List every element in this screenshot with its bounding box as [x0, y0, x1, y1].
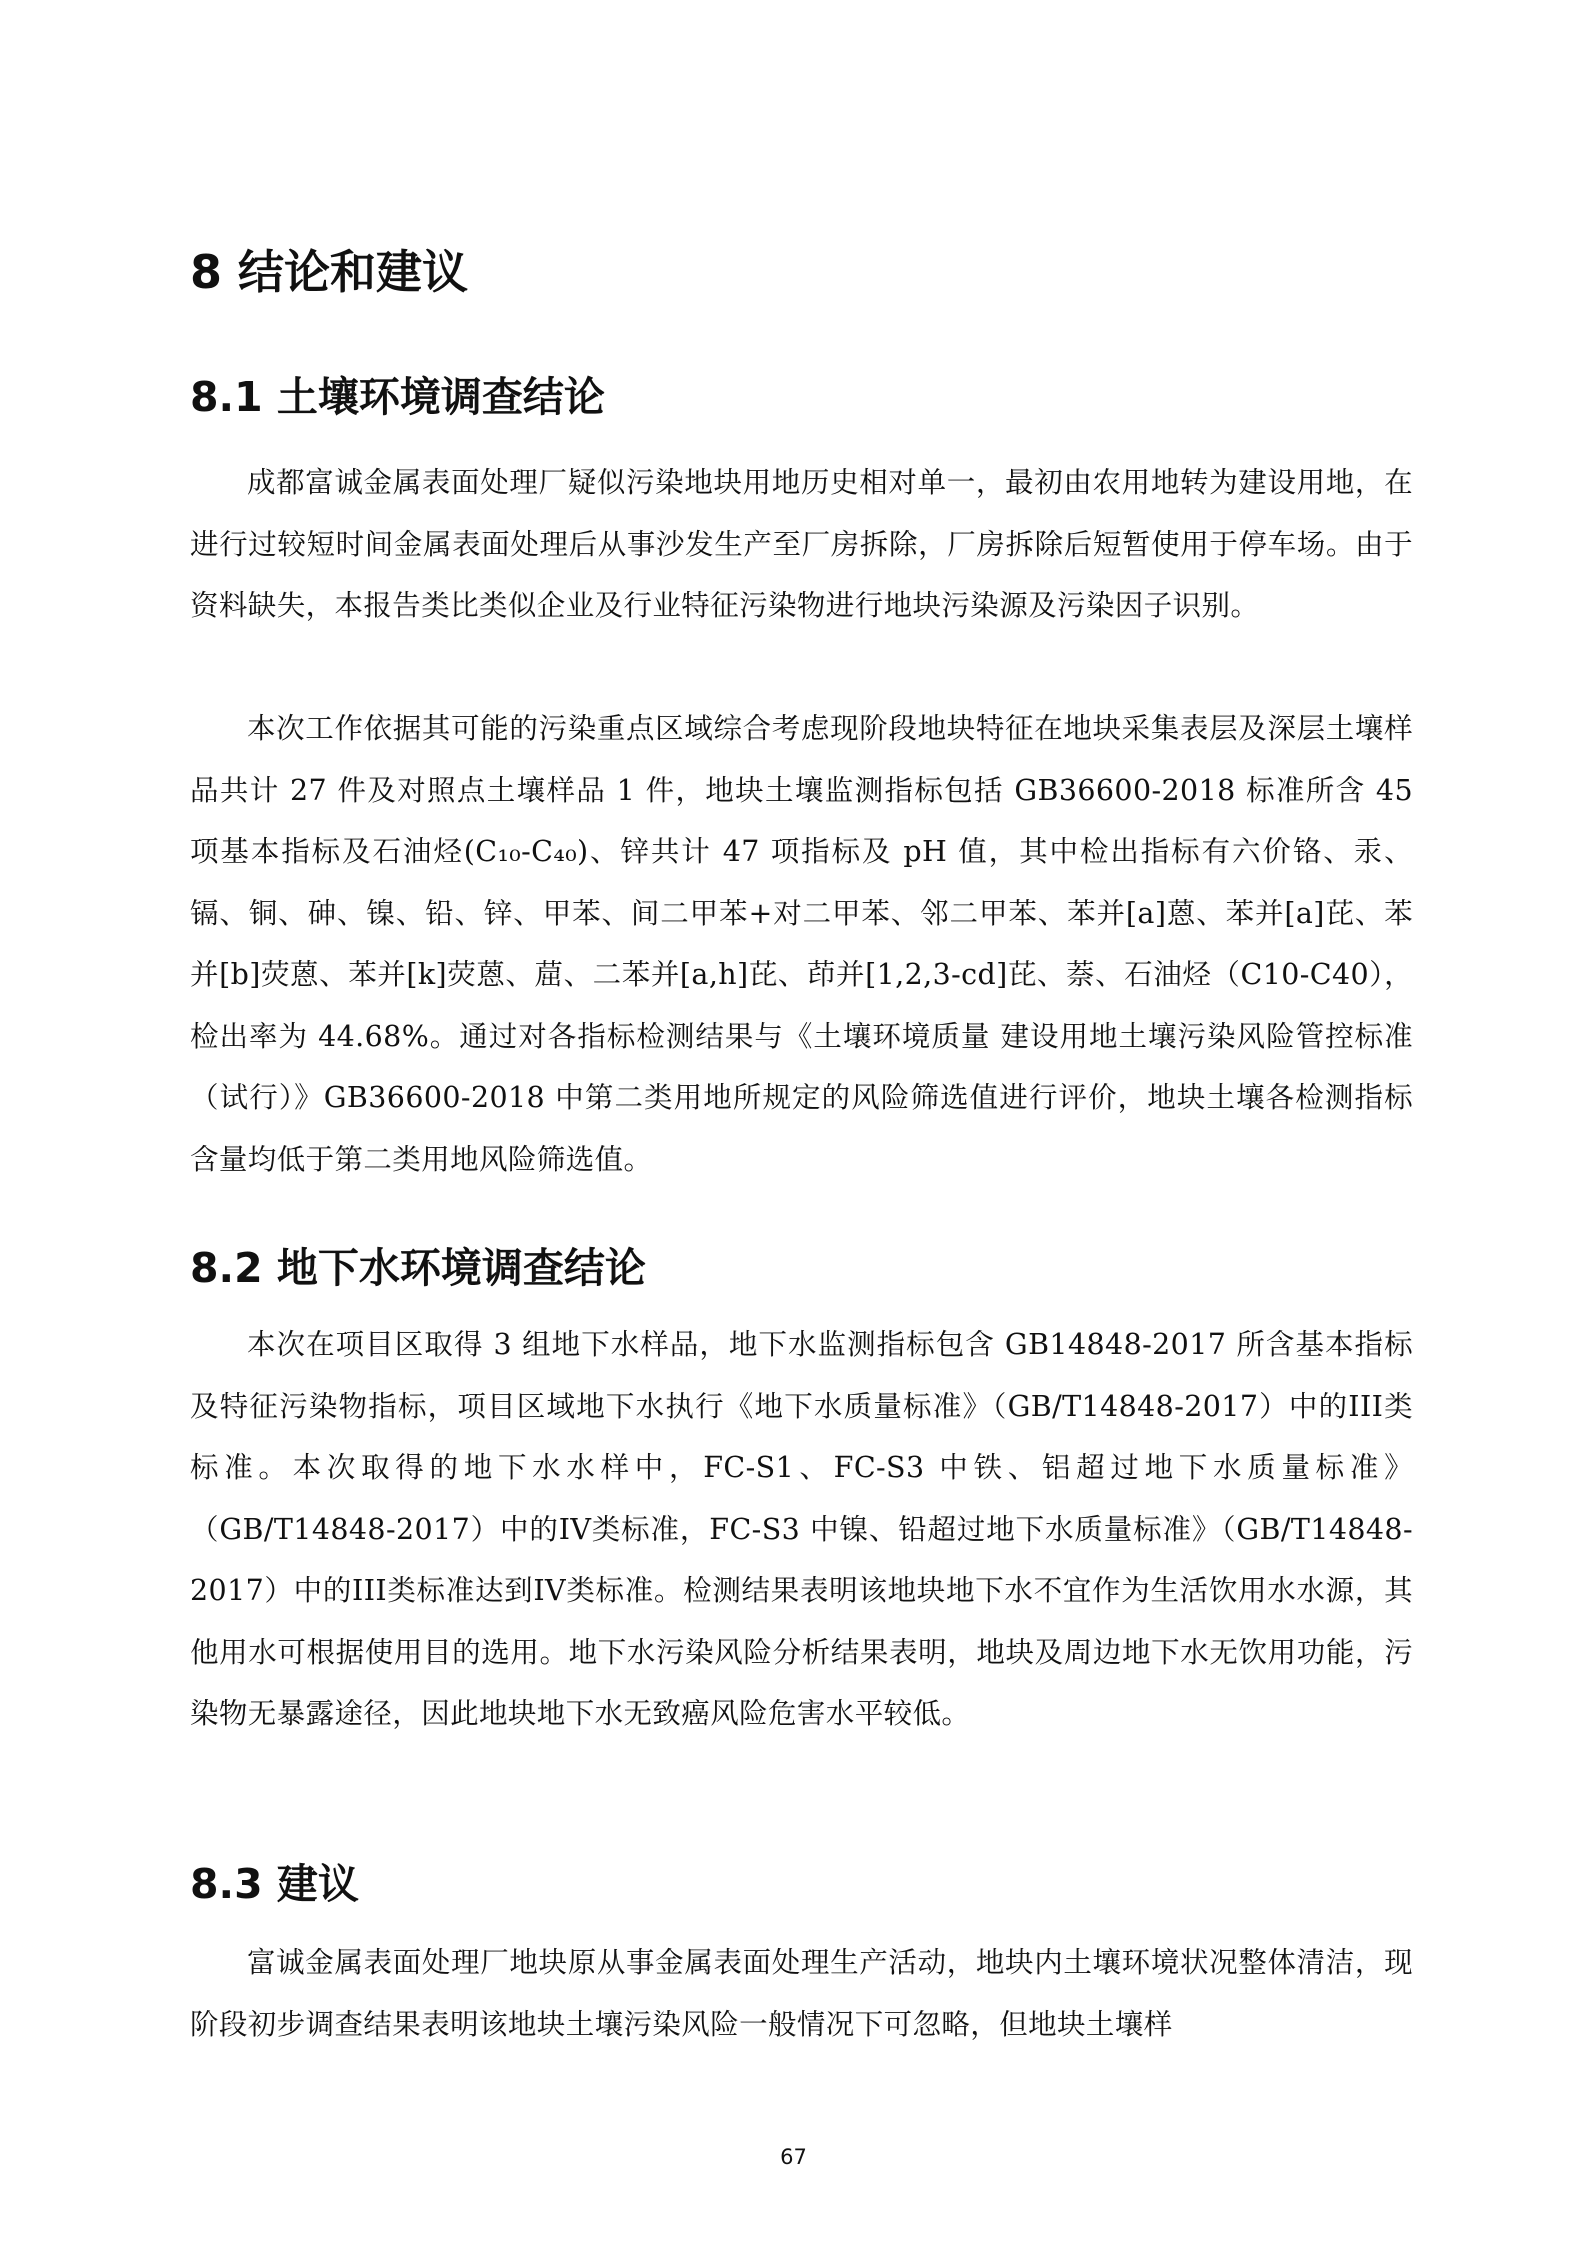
page-number: 67 [780, 2145, 807, 2169]
section-title-groundwater: 8.2 地下水环境调查结论 [190, 1244, 646, 1292]
paragraph-suggestions: 富诚金属表面处理厂地块原从事金属表面处理生产活动，地块内土壤环境状况整体清洁，现阶段初步调查结果表明该地块土壤污染风险一般情况下可忽略，但地块土壤样 [190, 1946, 1413, 2041]
paragraph-soil-results: 本次工作依据其可能的污染重点区域综合考虑现阶段地块特征在地块采集表层及深层土壤样品共计 27 件及对照点土壤样品 1 件，地块土壤监测指标包括 GB36600-2018 标准所含 45 项基本指标及石油烃(C₁₀-C₄₀)、锌共计 47 项指标及 pH 值，其中检出指标有六价铬、汞、镉、铜、砷、镍、铅、锌、甲苯、间二甲苯+对二甲苯、邻二甲苯、苯并[a]蒽、苯并[a]芘、苯并[b]荧蒽、苯并[k]荧蒽、䓛、二苯并[a,h]芘、茚并[1,2,3-cd]芘、萘、石油烃（C10-C40），检出率为 44.68%。通过对各指标检测结果与《土壤环境质量 建设用地土壤污染风险管控标准（试行）》GB36600-2018 中第二类用地所规定的风险筛选值进行评价，地块土壤各检测指标含量均低于第二类用地风险筛选值。 [190, 712, 1413, 1176]
section-title-suggestions: 8.3 建议 [190, 1860, 359, 1908]
chapter-title: 8 结论和建议 [190, 245, 469, 299]
paragraph-groundwater-results: 本次在项目区取得 3 组地下水样品，地下水监测指标包含 GB14848-2017 所含基本指标及特征污染物指标，项目区域地下水执行《地下水质量标准》（GB/T14848-2017）中的III类标准。本次取得的地下水水样中，FC-S1、FC-S3 中铁、铝超过地下水质量标准》（GB/T14848-2017）中的IV类标准，FC-S3 中镍、铅超过地下水质量标准》（GB/T14848-2017）中的III类标准达到IV类标准。检测结果表明该地块地下水不宜作为生活饮用水水源，其他用水可根据使用目的选用。地下水污染风险分析结果表明，地块及周边地下水无饮用功能，污染物无暴露途径，因此地块地下水无致癌风险危害水平较低。 [190, 1328, 1413, 1730]
paragraph-soil-history: 成都富诚金属表面处理厂疑似污染地块用地历史相对单一，最初由农用地转为建设用地，在进行过较短时间金属表面处理后从事沙发生产至厂房拆除，厂房拆除后短暂使用于停车场。由于资料缺失，本报告类比类似企业及行业特征污染物进行地块污染源及污染因子识别。 [190, 466, 1413, 622]
section-title-soil: 8.1 土壤环境调查结论 [190, 373, 605, 421]
